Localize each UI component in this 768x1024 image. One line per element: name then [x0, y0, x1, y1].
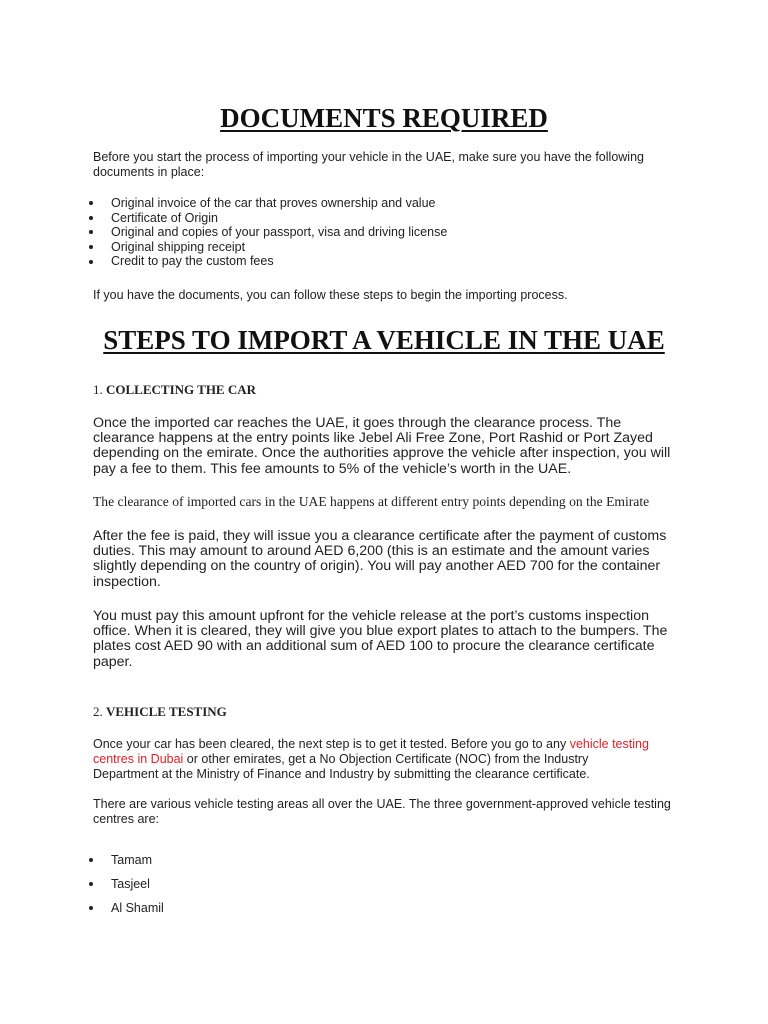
- step2-paragraph-1: [93, 737, 653, 782]
- step1-heading: [93, 382, 256, 398]
- list-item-tasjeel[interactable]: Tasjeel: [0, 872, 164, 896]
- step1-title: COLLECTING THE CAR: [106, 382, 257, 397]
- step1-number: 1.: [93, 382, 103, 397]
- step1-paragraph-1: Once the imported car reaches the UAE, it goes through the clearance process. The clearance happens at the entry points like Jebel Ali Free Zone, Port Rashid or Port Zayed depending on the emirate. Once the authorities approve the vehicle after inspection, you will pay a fee to them. This fee amounts to 5% of the vehicle’s worth in the UAE.: [93, 415, 671, 477]
- list-item: Original and copies of your passport, visa and driving license: [0, 225, 447, 240]
- heading-steps: STEPS TO IMPORT A VEHICLE IN THE UAE: [103, 325, 665, 355]
- step2-text-before-link: Once your car has been cleared, the next step is to get it tested. Before you go to any: [93, 737, 570, 751]
- list-item: Certificate of Origin: [0, 211, 447, 226]
- step2-title: VEHICLE TESTING: [106, 704, 227, 719]
- step2-paragraph-2: There are various vehicle testing areas all over the UAE. The three government-approved vehicle testing centres are:: [93, 797, 671, 826]
- step1-paragraph-3: You must pay this amount upfront for the vehicle release at the port’s customs inspection office. When it is cleared, they will give you blue export plates to attach to the bumpers. The plates cost AED 90 with an additional sum of AED 100 to procure the clearance certificate paper.: [93, 608, 668, 670]
- list-item-tamam[interactable]: Tamam: [0, 848, 164, 872]
- list-item: Credit to pay the custom fees: [0, 254, 447, 269]
- documents-list: [0, 196, 447, 269]
- intro-paragraph: Before you start the process of importing your vehicle in the UAE, make sure you have the following documents in place:: [93, 150, 644, 179]
- step1-caption: The clearance of imported cars in the UAE happens at different entry points depending on the Emirate: [93, 494, 650, 509]
- list-item-al-shamil: Al Shamil: [0, 896, 164, 920]
- list-item: Original shipping receipt: [0, 240, 447, 255]
- step2-text-after-link: or other emirates, get a No Objection Certificate (NOC) from the Industry Department at the Ministry of Finance and Industry by submitting the clearance certificate.: [93, 752, 590, 781]
- vehicle-testing-centres-link[interactable]: vehicle testing centres in Dubai: [93, 737, 649, 766]
- after-documents-paragraph: If you have the documents, you can follow these steps to begin the importing process.: [93, 288, 568, 302]
- step2-heading: [93, 704, 227, 720]
- testing-centres-list: [0, 848, 164, 920]
- heading-documents-required: DOCUMENTS REQUIRED: [220, 103, 548, 133]
- step1-paragraph-2: After the fee is paid, they will issue you a clearance certificate after the payment of customs duties. This may amount to around AED 6,200 (this is an estimate and the amount varies slightly depending on the country of origin). You will pay another AED 700 for the container inspection.: [93, 528, 667, 590]
- step2-number: 2.: [93, 704, 103, 719]
- list-item: Original invoice of the car that proves ownership and value: [0, 196, 447, 211]
